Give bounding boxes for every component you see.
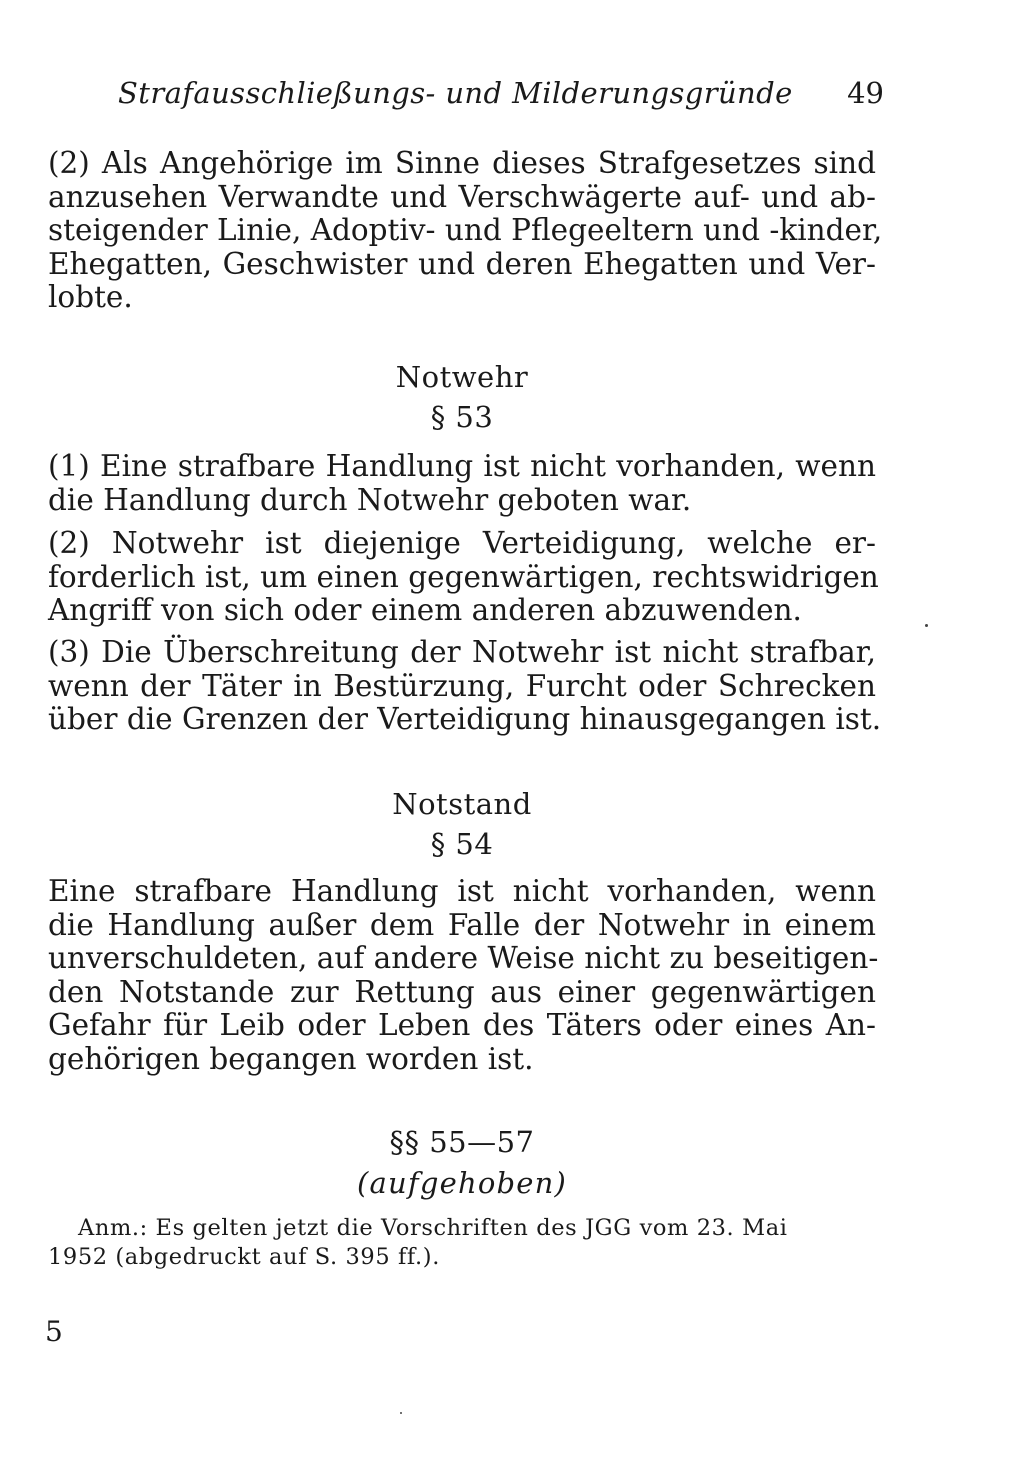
print-speck	[400, 1412, 402, 1414]
paragraph-sign-55-57: §§ 55—57	[389, 1125, 535, 1159]
page-header	[118, 76, 884, 126]
paragraph-53-1	[48, 450, 876, 517]
text-line: die Handlung außer dem Falle der Notwehr in einem	[48, 907, 876, 942]
text-line: anzusehen Verwandte und Verschwägerte auf- und ab-	[48, 179, 876, 214]
print-speck	[925, 624, 928, 627]
text-line: lobte.	[48, 280, 133, 314]
text-line: über die Grenzen der Verteidigung hinausgegangen ist.	[48, 702, 882, 736]
section-title-notwehr: Notwehr	[395, 360, 529, 394]
section-title-notstand: Notstand	[392, 787, 532, 821]
text-line: Gefahr für Leib oder Leben des Täters oder eines An-	[48, 1008, 876, 1042]
running-title: Strafausschließungs- und Milderungsgründe	[118, 76, 793, 110]
note-line: Anm.: Es gelten jetzt die Vorschriften des JGG vom 23. Mai	[78, 1215, 788, 1241]
text-line: wenn der Täter in Bestürzung, Furcht oder Schrecken	[48, 668, 876, 703]
text-line: (1) Eine strafbare Handlung ist nicht vorhanden, wenn	[48, 449, 876, 483]
paragraph-sign-53: § 53	[430, 400, 494, 434]
text-line: unverschuldeten, auf andere Weise nicht zu beseitigen-	[48, 941, 879, 975]
paragraph-angehoerige	[48, 146, 883, 315]
text-line: (3) Die Überschreitung der Notwehr ist nicht strafbar,	[48, 635, 876, 669]
text-line: gehörigen begangen worden ist.	[48, 1041, 534, 1076]
repealed-label: (aufgehoben)	[357, 1166, 567, 1200]
text-line: Angriff von sich oder einem anderen abzuwenden.	[48, 593, 802, 627]
annotation-note	[48, 1214, 876, 1272]
text-line: forderlich ist, um einen gegenwärtigen, rechtswidrigen	[48, 559, 879, 594]
text-line: Ehegatten, Geschwister und deren Ehegatten und Ver-	[48, 246, 876, 281]
text-line: den Notstande zur Rettung aus einer gegenwärtigen	[48, 974, 876, 1009]
text-line: (2) Notwehr ist diejenige Verteidigung, welche er-	[48, 526, 876, 560]
text-line: Eine strafbare Handlung ist nicht vorhanden, wenn	[48, 874, 876, 908]
text-line: (2) Als Angehörige im Sinne dieses Strafgesetzes sind	[48, 146, 876, 180]
paragraph-sign-54: § 54	[430, 827, 494, 861]
page-number: 49	[847, 76, 884, 110]
text-line: steigender Linie, Adoptiv- und Pflegeeltern und -kinder,	[48, 213, 883, 247]
note-line: 1952 (abgedruckt auf S. 395 ff.).	[48, 1244, 440, 1270]
paragraph-53-2	[48, 526, 879, 628]
paragraph-53-3	[48, 635, 882, 737]
text-line: die Handlung durch Notwehr geboten war.	[48, 482, 692, 517]
paragraph-54	[48, 874, 879, 1076]
signature-number: 5	[45, 1315, 63, 1348]
